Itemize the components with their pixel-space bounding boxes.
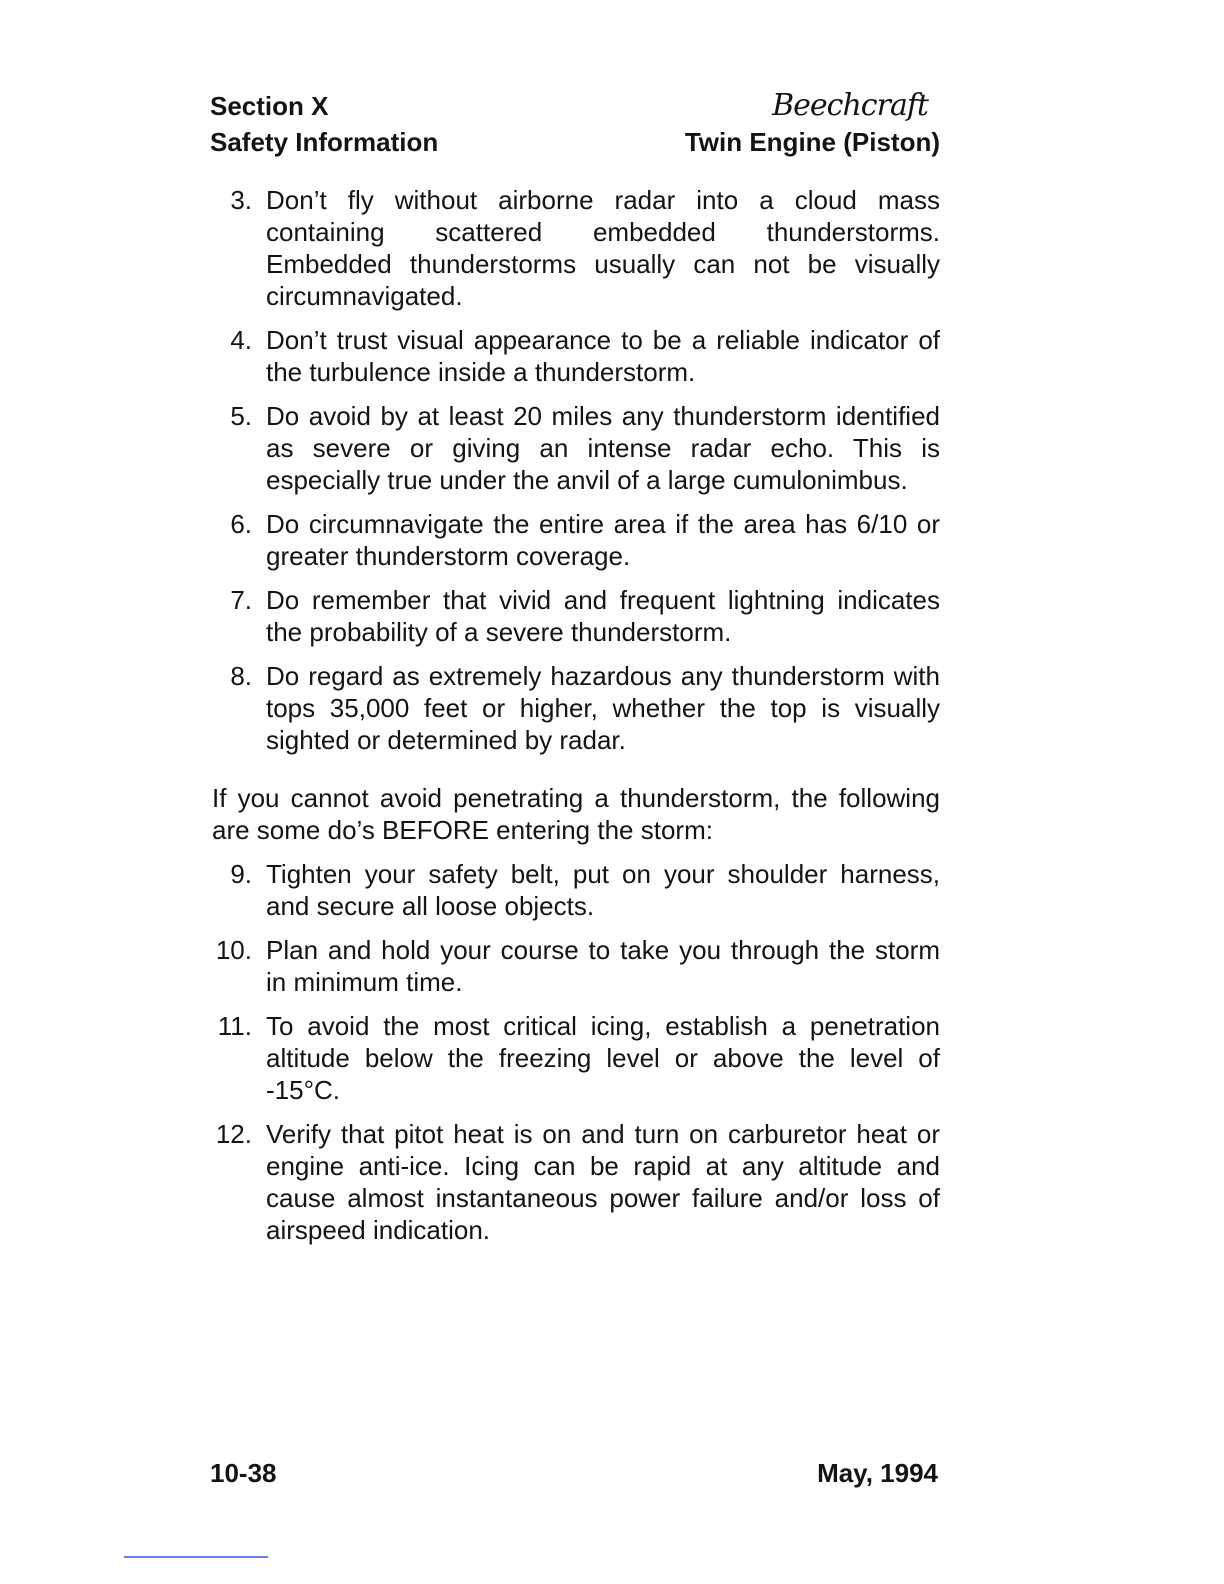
item-number: 6. (230, 509, 252, 539)
list-item (212, 324, 940, 388)
item-text: Plan and hold your course to take you through the storm in minimum time. (266, 935, 940, 997)
item-text: Tighten your safety belt, put on your shoulder harness, and secure all loose objects. (266, 859, 940, 921)
item-text: Do remember that vivid and frequent lightning indicates the probability of a severe thunderstorm. (266, 585, 940, 647)
list-item (212, 934, 940, 998)
item-text: Don’t fly without airborne radar into a cloud mass containing scattered embedded thunderstorms. Embedded thunderstorms usually can not be visually circumnavigated. (266, 185, 940, 311)
item-text: Verify that pitot heat is on and turn on carburetor heat or engine anti-ice. Icing can be rapid at any altitude and cause almost instantaneous power failure and/or loss of airspeed indication. (266, 1119, 940, 1245)
corner-divider (124, 1556, 268, 1558)
page-header (210, 88, 940, 168)
page-body (212, 184, 940, 1258)
item-number: 8. (230, 661, 252, 691)
item-number: 5. (230, 401, 252, 431)
item-text: Do regard as extremely hazardous any thunderstorm with tops 35,000 feet or higher, whether the top is visually sighted or determined by radar. (266, 661, 940, 755)
header-left (210, 88, 438, 160)
header-right (685, 88, 940, 160)
brand-logo: Beechcraft (772, 88, 928, 123)
list-item (212, 1118, 940, 1246)
section-subtitle: Safety Information (210, 127, 439, 157)
list-item (212, 400, 940, 496)
item-text: Do circumnavigate the entire area if the area has 6/10 or greater thunderstorm coverage. (266, 509, 940, 571)
list-item (212, 858, 940, 922)
publication-date: May, 1994 (817, 1458, 938, 1488)
list-item (212, 584, 940, 648)
item-number: 3. (230, 185, 252, 215)
aircraft-model: Twin Engine (Piston) (684, 127, 940, 157)
list-item (212, 660, 940, 756)
item-number: 9. (230, 859, 252, 889)
list-item (212, 184, 940, 312)
list-item (212, 508, 940, 572)
page-number: 10-38 (210, 1458, 277, 1488)
list-item (212, 1010, 940, 1106)
item-number: 4. (230, 325, 252, 355)
item-number: 10. (215, 935, 252, 965)
item-text: Do avoid by at least 20 miles any thunderstorm identified as severe or giving an intense radar echo. This is especially true under the anvil of a large cumulonimbus. (266, 401, 940, 495)
item-number: 7. (230, 585, 252, 615)
item-number: 12. (215, 1119, 252, 1149)
intro-paragraph: If you cannot avoid penetrating a thunderstorm, the following are some do’s BEFORE entering the storm: (212, 783, 940, 845)
item-number: 11. (217, 1011, 252, 1041)
item-text: Don’t trust visual appearance to be a reliable indicator of the turbulence inside a thunderstorm. (266, 325, 940, 387)
section-title: Section X (210, 91, 329, 121)
item-text: To avoid the most critical icing, establish a penetration altitude below the freezing level or above the level of -15°C. (266, 1011, 940, 1105)
